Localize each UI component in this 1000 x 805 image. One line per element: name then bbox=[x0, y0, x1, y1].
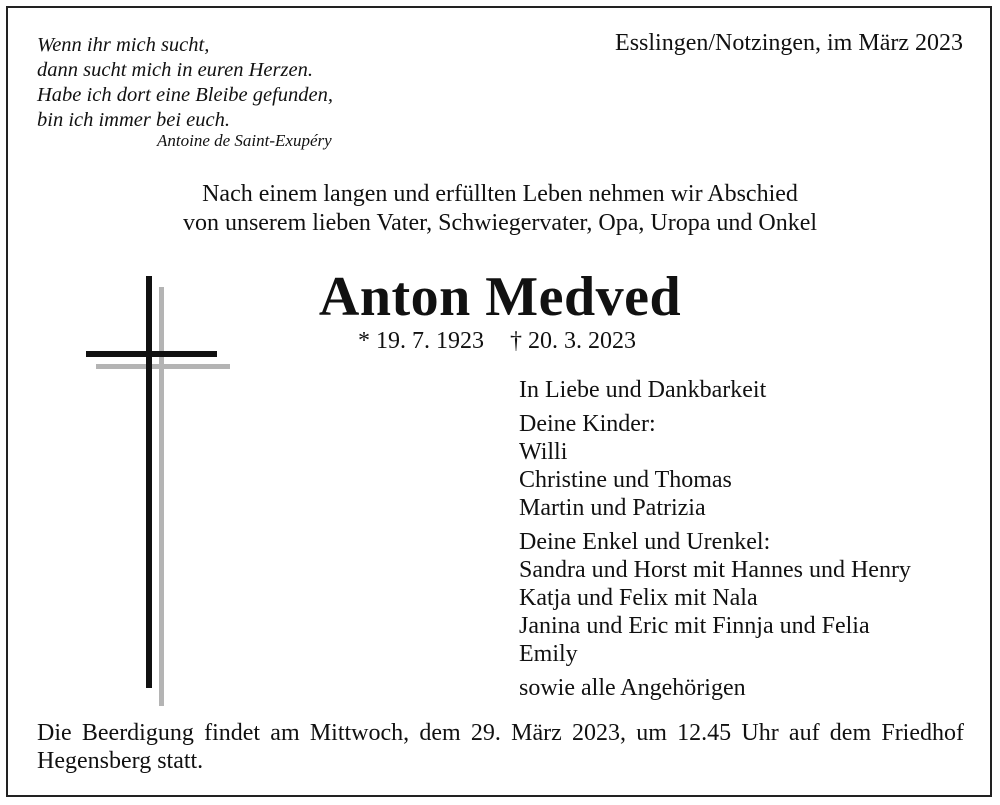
birth-date: * 19. 7. 1923 bbox=[358, 328, 484, 354]
place-date: Esslingen/Notzingen, im März 2023 bbox=[615, 30, 963, 56]
death-date: † 20. 3. 2023 bbox=[510, 328, 636, 354]
funeral-notice: Die Beerdigung findet am Mittwoch, dem 29. März 2023, um 12.45 Uhr auf dem Friedhof Hegensberg statt. bbox=[37, 720, 964, 774]
intro-line: von unserem lieben Vater, Schwiegervater, Opa, Uropa und Onkel bbox=[182, 210, 818, 236]
intro-text bbox=[0, 180, 1000, 238]
list-item: Martin und Patrizia bbox=[519, 495, 706, 521]
poem-line: bin ich immer bei euch. bbox=[37, 109, 230, 131]
list-item: Willi bbox=[519, 439, 568, 465]
list-item: Sandra und Horst mit Hannes und Henry bbox=[519, 557, 911, 583]
list-item: Christine und Thomas bbox=[519, 467, 732, 493]
intro-line: Nach einem langen und erfüllten Leben nehmen wir Abschied bbox=[202, 181, 798, 207]
life-dates bbox=[358, 328, 636, 355]
cross-horizontal-bar bbox=[86, 351, 217, 357]
poem-line: dann sucht mich in euren Herzen. bbox=[37, 59, 313, 81]
children-heading: Deine Kinder: bbox=[519, 411, 656, 437]
mourners-list bbox=[519, 376, 911, 702]
mourners-opening: In Liebe und Dankbarkeit bbox=[519, 377, 767, 403]
poem bbox=[37, 33, 333, 133]
poem-line: Wenn ihr mich sucht, bbox=[37, 34, 210, 56]
list-item: Janina und Eric mit Finnja und Felia bbox=[519, 613, 870, 639]
deceased-name: Anton Medved bbox=[318, 266, 682, 328]
poem-author: Antoine de Saint-Exupéry bbox=[157, 131, 332, 150]
grandchildren-heading: Deine Enkel und Urenkel: bbox=[519, 529, 771, 555]
cross-vertical-bar bbox=[146, 276, 152, 688]
cross-shadow-vertical bbox=[159, 287, 164, 706]
list-item: Emily bbox=[519, 641, 578, 667]
mourners-closing: sowie alle Angehörigen bbox=[519, 675, 746, 701]
poem-line: Habe ich dort eine Bleibe gefunden, bbox=[37, 84, 334, 106]
cross-shadow-horizontal bbox=[96, 364, 230, 369]
list-item: Katja und Felix mit Nala bbox=[519, 585, 758, 611]
